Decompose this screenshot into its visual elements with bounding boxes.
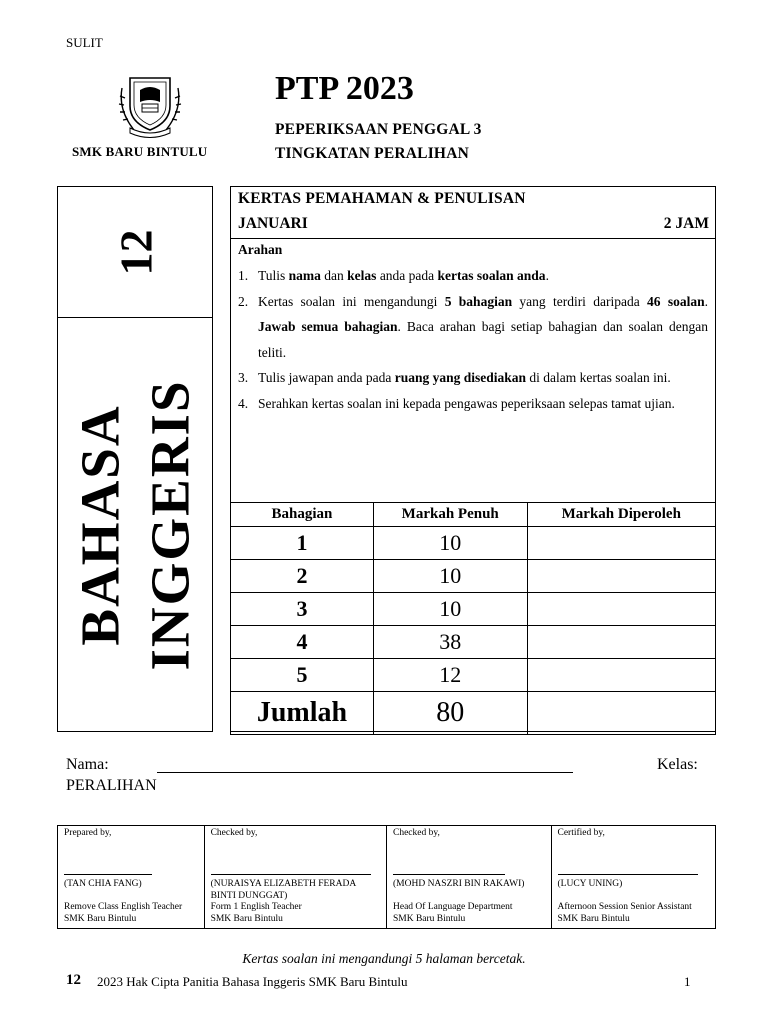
class-value: PERALIHAN <box>66 777 157 794</box>
instruction-text: Serahkan kertas soalan ini kepada pengawas peperiksaan selepas tamat ujian. <box>258 395 675 411</box>
subject-cover-box <box>57 186 213 732</box>
full-marks-cell: 10 <box>373 527 527 560</box>
full-marks-cell: 38 <box>373 626 527 659</box>
class-label: Kelas: <box>657 756 698 773</box>
footer-code: 12 <box>66 972 81 988</box>
signature-cell <box>552 826 716 928</box>
obtained-marks-cell[interactable] <box>527 626 715 659</box>
instruction-number: 3. <box>238 370 249 385</box>
paper-month: JANUARI <box>238 215 308 232</box>
subject-title <box>66 379 206 670</box>
paper-code: 12 <box>110 229 162 275</box>
exam-name: PEPERIKSAAN PENGGAL 3 <box>275 121 482 138</box>
subject-line-2: INGGERIS <box>140 379 201 671</box>
paper-title: KERTAS PEMAHAMAN & PENULISAN <box>238 190 526 207</box>
table-row <box>231 560 716 593</box>
section-cell: 4 <box>231 626 374 659</box>
instruction-number: 1. <box>238 268 249 283</box>
total-label: Jumlah <box>231 692 374 735</box>
full-marks-cell: 12 <box>373 659 527 692</box>
instructions-heading: Arahan <box>238 242 283 257</box>
signatory-position: Afternoon Session Senior Assistant SMK Baru Bintulu <box>557 902 692 924</box>
table-row <box>231 593 716 626</box>
page-number: 1 <box>684 974 691 989</box>
page-count-note: Kertas soalan ini mengandungi 5 halaman bercetak. <box>242 951 526 966</box>
instruction-number: 4. <box>238 395 249 411</box>
signatory-name: (TAN CHIA FANG) <box>64 879 142 889</box>
school-name: SMK BARU BINTULU <box>72 144 208 159</box>
marks-table <box>230 502 716 735</box>
exam-level: TINGKATAN PERALIHAN <box>275 145 469 162</box>
total-value: 80 <box>373 692 527 735</box>
section-cell: 5 <box>231 659 374 692</box>
instruction-text: Tulis jawapan anda pada ruang yang disediakan di dalam kertas soalan ini. <box>258 370 671 385</box>
name-input-line[interactable] <box>157 772 573 773</box>
signature-line <box>211 874 371 875</box>
obtained-marks-cell[interactable] <box>527 593 715 626</box>
signature-role-label: Prepared by, <box>64 828 112 838</box>
signature-cell <box>387 826 552 928</box>
instructions-list <box>238 263 708 416</box>
header-obtained-marks: Markah Diperoleh <box>527 503 715 527</box>
table-row <box>231 527 716 560</box>
table-row <box>231 659 716 692</box>
subject-line-1: BAHASA <box>70 404 131 646</box>
signatory-name: (NURAISYA ELIZABETH FERADA BINTI DUNGGAT) <box>210 879 357 901</box>
instruction-text: Kertas soalan ini mengandungi 5 bahagian yang terdiri daripada 46 soalan. Jawab semua bahagian. Baca arahan bagi setiap bahagian dan soalan dengan teliti. <box>258 293 709 360</box>
instruction-item <box>238 263 708 289</box>
signature-role-label: Certified by, <box>557 828 605 838</box>
paper-duration: 2 JAM <box>663 215 709 232</box>
total-obtained-cell[interactable] <box>527 692 715 735</box>
section-cell: 3 <box>231 593 374 626</box>
section-cell: 2 <box>231 560 374 593</box>
exam-info <box>275 118 482 166</box>
signature-line <box>558 874 698 875</box>
full-marks-cell: 10 <box>373 560 527 593</box>
signatory-name: (MOHD NASZRI BIN RAKAWI) <box>393 879 525 889</box>
full-marks-cell: 10 <box>373 593 527 626</box>
total-row <box>231 692 716 735</box>
school-crest-icon <box>116 70 184 138</box>
name-label: Nama: <box>66 756 109 773</box>
classification-label: SULIT <box>66 35 103 50</box>
signatory-position: Remove Class English Teacher SMK Baru Bintulu <box>64 902 183 924</box>
instruction-number: 2. <box>238 293 249 309</box>
instruction-item <box>238 391 708 417</box>
signatory-position: Form 1 English Teacher SMK Baru Bintulu <box>210 902 302 924</box>
obtained-marks-cell[interactable] <box>527 560 715 593</box>
signature-cell <box>205 826 387 928</box>
instruction-text: Tulis nama dan kelas anda pada kertas soalan anda. <box>258 268 549 283</box>
signature-cell <box>58 826 205 928</box>
header-full-marks: Markah Penuh <box>373 503 527 527</box>
obtained-marks-cell[interactable] <box>527 659 715 692</box>
section-cell: 1 <box>231 527 374 560</box>
signature-role-label: Checked by, <box>393 828 440 838</box>
signatory-name: (LUCY UNING) <box>557 879 623 889</box>
paper-info-box <box>230 186 716 732</box>
copyright-text: 2023 Hak Cipta Panitia Bahasa Inggeris SMK Baru Bintulu <box>97 974 408 989</box>
obtained-marks-cell[interactable] <box>527 527 715 560</box>
signature-line <box>393 874 505 875</box>
signature-table <box>57 825 716 929</box>
instruction-item <box>238 289 708 366</box>
table-row <box>231 626 716 659</box>
signature-role-label: Checked by, <box>210 828 258 838</box>
exam-title: PTP 2023 <box>275 70 414 107</box>
signatory-position: Head Of Language Department SMK Baru Bintulu <box>393 902 513 924</box>
signature-line <box>64 874 152 875</box>
header-section: Bahagian <box>231 503 374 527</box>
instruction-item <box>238 365 708 391</box>
